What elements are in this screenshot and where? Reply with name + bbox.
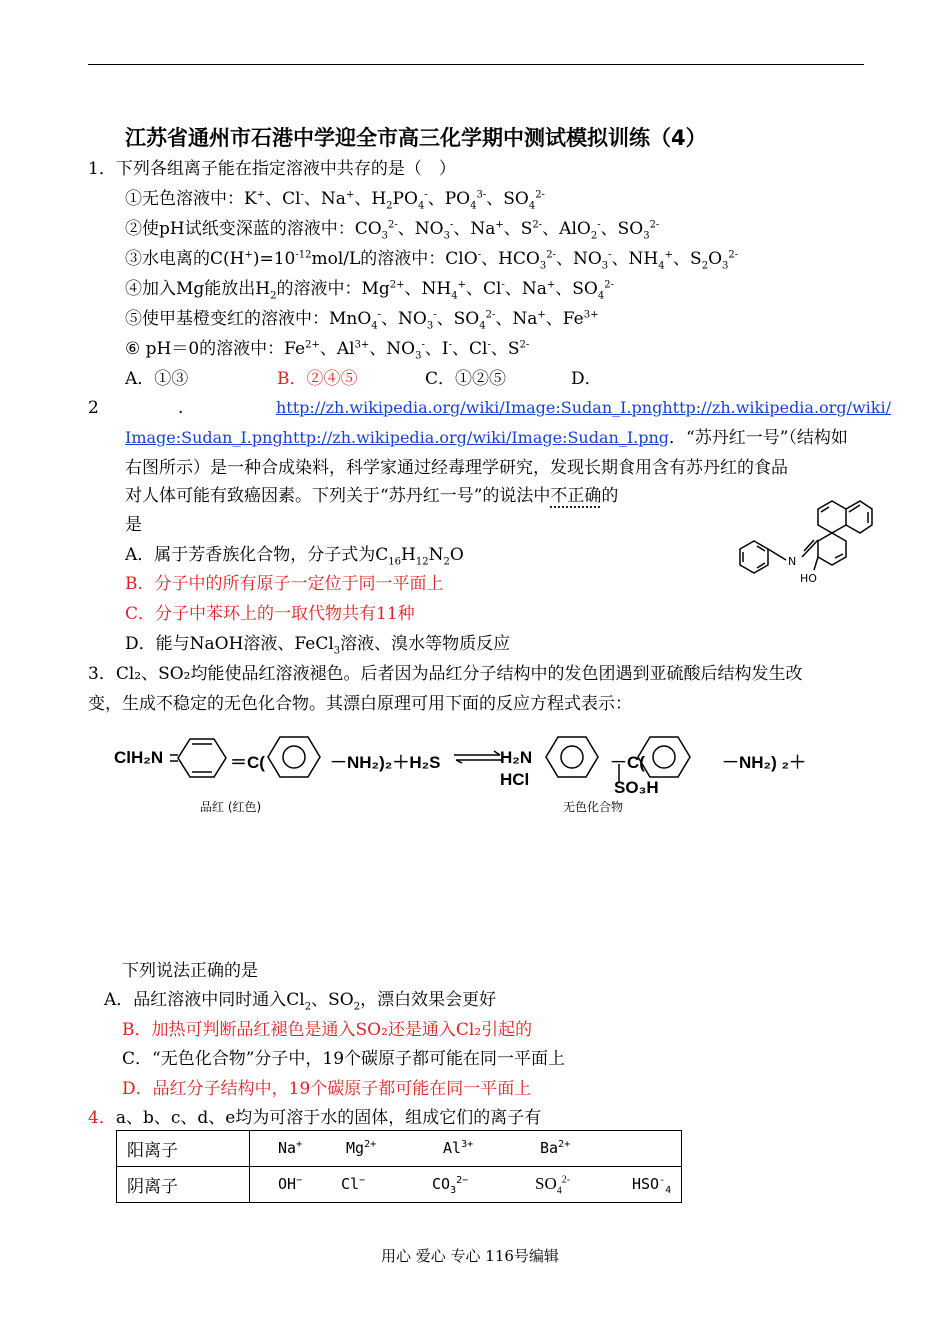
sudan-link-2[interactable]: Image:Sudan_I.pnghttp://zh.wikipedia.org/wiki/Image:Sudan_I.png bbox=[125, 428, 670, 447]
caption-colorless: 无色化合物 bbox=[563, 800, 624, 814]
q1-item-6: ⑥ pH＝0的溶液中：$Fe^{2+}$、$Al^{3+}$、$NO_3^-$、I-、Cl-、$S^{2-}$ bbox=[125, 339, 530, 362]
azo-n-label: N bbox=[788, 555, 797, 568]
ion-hso4: $HSO^-_4$ bbox=[632, 1175, 672, 1196]
ion-na: Na+ bbox=[278, 1139, 303, 1157]
q4-number: 4． bbox=[88, 1108, 116, 1128]
benzene-ring-3 bbox=[632, 733, 696, 781]
page-footer: 用心 爱心 专心 116号编辑 bbox=[381, 1247, 559, 1265]
ion-cl: Cl− bbox=[341, 1175, 366, 1193]
q2-emphasis: 不正确 bbox=[550, 486, 602, 506]
q2-text-1: ．“苏丹红一号”（结构如 bbox=[669, 428, 848, 448]
q2-text-3a: 对人体可能有致癌因素。下列关于“苏丹红一号”的说法中 bbox=[125, 486, 551, 506]
q3-option-b: B．加热可判断品红褪色是通入SO₂还是通入Cl₂引起的 bbox=[122, 1020, 533, 1040]
q1-item-2: ②使pH试纸变深蓝的溶液中：$CO_3^{2-}$、$NO_3^-$、Na+、$S^{2-}$、AlO$_2$-、$SO_3^{2-}$ bbox=[125, 219, 660, 242]
q2-option-d: D．能与NaOH溶液、FeCl$_3$溶液、溴水等物质反应 bbox=[125, 634, 511, 657]
q1-option-c: C．①②⑤ bbox=[425, 369, 507, 389]
q4-stem: a、b、c、d、e均为可溶于水的固体，组成它们的离子有 bbox=[115, 1108, 542, 1128]
ion-table bbox=[116, 1130, 682, 1203]
cation-cell bbox=[250, 1131, 682, 1167]
ion-oh: OH− bbox=[278, 1175, 303, 1193]
anion-label: 阴离子 bbox=[117, 1167, 250, 1203]
q4-line bbox=[88, 1107, 541, 1129]
q2-text-4: 是 bbox=[125, 515, 142, 535]
q2-text-2: 右图所示）是一种合成染料，科学家通过经毒理学研究，发现长期食用含有苏丹红的食品 bbox=[125, 458, 788, 478]
q1-item-4: ④加入Mg能放出$H_2$的溶液中：$Mg^{2+}$、$NH_4^+$、Cl-、Na+、$SO_4^{2-}$ bbox=[125, 279, 614, 302]
q2-line-3 bbox=[125, 485, 618, 507]
page-title: 江苏省通州市石港中学迎全市高三化学期中测试模拟训练（4） bbox=[125, 126, 707, 150]
header-rule bbox=[88, 64, 864, 65]
q3-option-c: C．“无色化合物”分子中，19个碳原子都可能在同一平面上 bbox=[122, 1049, 566, 1069]
caption-magenta: 品红 (红色) bbox=[200, 800, 262, 814]
ion-so4: $SO_4^{2-}$ bbox=[535, 1174, 571, 1197]
q1-item-1: ①无色溶液中：K+、Cl-、Na+、$H_2PO_4^-$、$PO_4^{3-}$、$SO_4^{2-}$ bbox=[125, 189, 545, 212]
eq-clh2n: ClH₂N bbox=[114, 748, 164, 767]
ion-al: $Al^{3+}$ bbox=[443, 1139, 474, 1157]
sudan-link-1[interactable]: http://zh.wikipedia.org/wiki/Image:Sudan_I.pnghttp://zh.wikipedia.org/wiki/ bbox=[276, 398, 891, 417]
eq-nh2-h2s: －NH₂)₂＋H₂S bbox=[330, 753, 441, 772]
q2-option-c: C．分子中苯环上的一取代物共有11种 bbox=[125, 604, 415, 624]
cation-row bbox=[117, 1131, 682, 1167]
q3-line-1: 3．Cl₂、SO₂均能使品红溶液褪色。后者因为品红分子结构中的发色团遇到亚硫酸后结构发生改 bbox=[88, 664, 803, 684]
q3-option-a: A．品红溶液中同时通入$Cl_2$、$SO_2$，漂白效果会更好 bbox=[104, 990, 497, 1013]
q1-item-5: ⑤使甲基橙变红的溶液中：MnO$_4$-、$NO_3^-$、$SO_4^{2-}$、Na+、$Fe^{3+}$ bbox=[125, 309, 599, 332]
q1-option-b: B．②④⑤ bbox=[277, 369, 358, 389]
q2-line-2 bbox=[125, 427, 848, 449]
q1-item-3: ③水电离的$C(H^+)=10^{-12}mol/L$的溶液中：ClO-、$HCO_3^{2-}$、$NO_3^-$、$NH_4^+$、$S_2O_3^{2-}$ bbox=[125, 249, 739, 272]
q2-text-3c: 的 bbox=[601, 486, 619, 506]
q2-dot: . bbox=[178, 398, 184, 418]
q2-option-a: A．属于芳香族化合物，分子式为$C_{16}H_{12}N_2O$ bbox=[125, 545, 464, 568]
ho-label: HO bbox=[800, 572, 817, 585]
benzene-ring-2 bbox=[540, 733, 604, 781]
ion-mg: $Mg^{2+}$ bbox=[346, 1139, 377, 1157]
q2-option-b: B．分子中的所有原子一定位于同一平面上 bbox=[125, 574, 444, 594]
q3-prompt: 下列说法正确的是 bbox=[122, 961, 258, 981]
q2-number: 2 bbox=[88, 398, 99, 418]
sudan-red-structure bbox=[722, 478, 882, 588]
ion-ba: $Ba^{2+}$ bbox=[540, 1139, 571, 1157]
q3-option-d: D．品红分子结构中，19个碳原子都可能在同一平面上 bbox=[122, 1079, 532, 1099]
anion-cell bbox=[250, 1167, 682, 1203]
eq-so3h: SO₃H bbox=[614, 778, 659, 797]
eq-minus-carbon: －C( bbox=[610, 753, 645, 772]
q3-line-2: 变，生成不稳定的无色化合物。其漂白原理可用下面的反应方程式表示： bbox=[88, 694, 632, 714]
benzene-ring-1 bbox=[262, 733, 326, 781]
eq-end: －NH₂) ₂＋ bbox=[722, 753, 807, 772]
eq-hcl: HCl bbox=[500, 770, 530, 789]
eq-h2n: H₂N bbox=[500, 748, 533, 767]
cation-label: 阳离子 bbox=[117, 1131, 250, 1167]
q1-stem: 1．下列各组离子能在指定溶液中共存的是（ ） bbox=[88, 159, 456, 179]
anion-row bbox=[117, 1167, 682, 1203]
eq-central-carbon: ＝C( bbox=[230, 753, 265, 772]
q1-option-d: D． bbox=[571, 369, 602, 389]
equilibrium-arrow bbox=[452, 750, 504, 764]
ion-co3: $CO_3^{2-}$ bbox=[432, 1175, 469, 1196]
q1-option-a: A．①③ bbox=[125, 369, 189, 389]
